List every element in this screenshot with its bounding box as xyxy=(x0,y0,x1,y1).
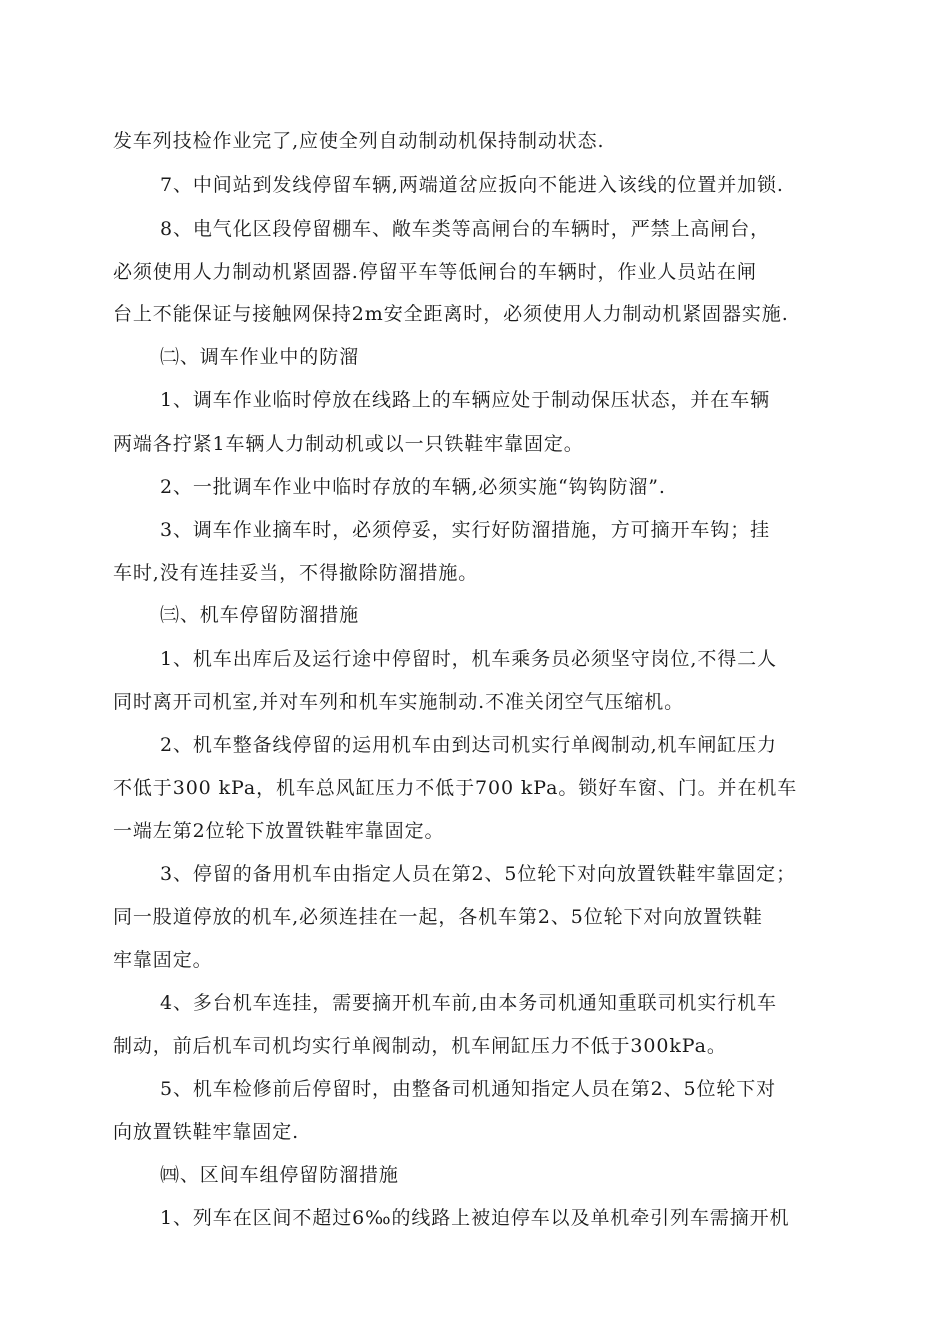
text-line: 4、多台机车连挂，需要摘开机车前,由本务司机通知重联司机实行机车 xyxy=(160,992,777,1014)
text-line: 两端各拧紧1车辆人力制动机或以一只铁鞋牢靠固定。 xyxy=(113,433,584,455)
section-heading: ㈡、调车作业中的防溜 xyxy=(160,346,360,368)
text-line: 同一股道停放的机车,必须连挂在一起，各机车第2、5位轮下对向放置铁鞋 xyxy=(113,906,763,928)
text-line: 台上不能保证与接触网保持2m安全距离时，必须使用人力制动机紧固器实施. xyxy=(113,303,789,325)
text-line: 2、机车整备线停留的运用机车由到达司机实行单阀制动,机车闸缸压力 xyxy=(160,734,777,756)
text-line: 1、机车出库后及运行途中停留时，机车乘务员必须坚守岗位,不得二人 xyxy=(160,648,777,670)
text-line: 8、电气化区段停留棚车、敞车类等高闸台的车辆时，严禁上高闸台， xyxy=(160,218,770,240)
text-line: 一端左第2位轮下放置铁鞋牢靠固定。 xyxy=(113,820,445,842)
text-line: 不低于300 kPa，机车总风缸压力不低于700 kPa。锁好车窗、门。并在机车 xyxy=(113,777,798,799)
text-line: 1、调车作业临时停放在线路上的车辆应处于制动保压状态，并在车辆 xyxy=(160,389,770,411)
text-line: 1、列车在区间不超过6‰的线路上被迫停车以及单机牵引列车需摘开机 xyxy=(160,1207,790,1229)
text-line: 5、机车检修前后停留时，由整备司机通知指定人员在第2、5位轮下对 xyxy=(160,1078,777,1100)
section-heading: ㈢、机车停留防溜措施 xyxy=(160,604,360,626)
text-line: 牢靠固定。 xyxy=(113,949,213,971)
text-line: 3、调车作业摘车时，必须停妥，实行好防溜措施，方可摘开车钩；挂 xyxy=(160,519,770,541)
text-line: 发车列技检作业完了,应使全列自动制动机保持制动状态. xyxy=(113,130,605,152)
text-line: 2、一批调车作业中临时存放的车辆,必须实施“钩钩防溜”. xyxy=(160,476,666,498)
text-line: 必须使用人力制动机紧固器.停留平车等低闸台的车辆时，作业人员站在闸 xyxy=(113,261,757,283)
text-line: 7、中间站到发线停留车辆,两端道岔应扳向不能进入该线的位置并加锁. xyxy=(160,174,784,196)
text-line: 向放置铁鞋牢靠固定. xyxy=(113,1121,300,1143)
text-line: 同时离开司机室,并对车列和机车实施制动.不准关闭空气压缩机。 xyxy=(113,691,685,713)
text-line: 3、停留的备用机车由指定人员在第2、5位轮下对向放置铁鞋牢靠固定； xyxy=(160,863,796,885)
text-line: 车时,没有连挂妥当，不得撤除防溜措施。 xyxy=(113,562,479,584)
text-line: 制动，前后机车司机均实行单阀制动，机车闸缸压力不低于300kPa。 xyxy=(113,1035,727,1057)
section-heading: ㈣、区间车组停留防溜措施 xyxy=(160,1164,399,1186)
